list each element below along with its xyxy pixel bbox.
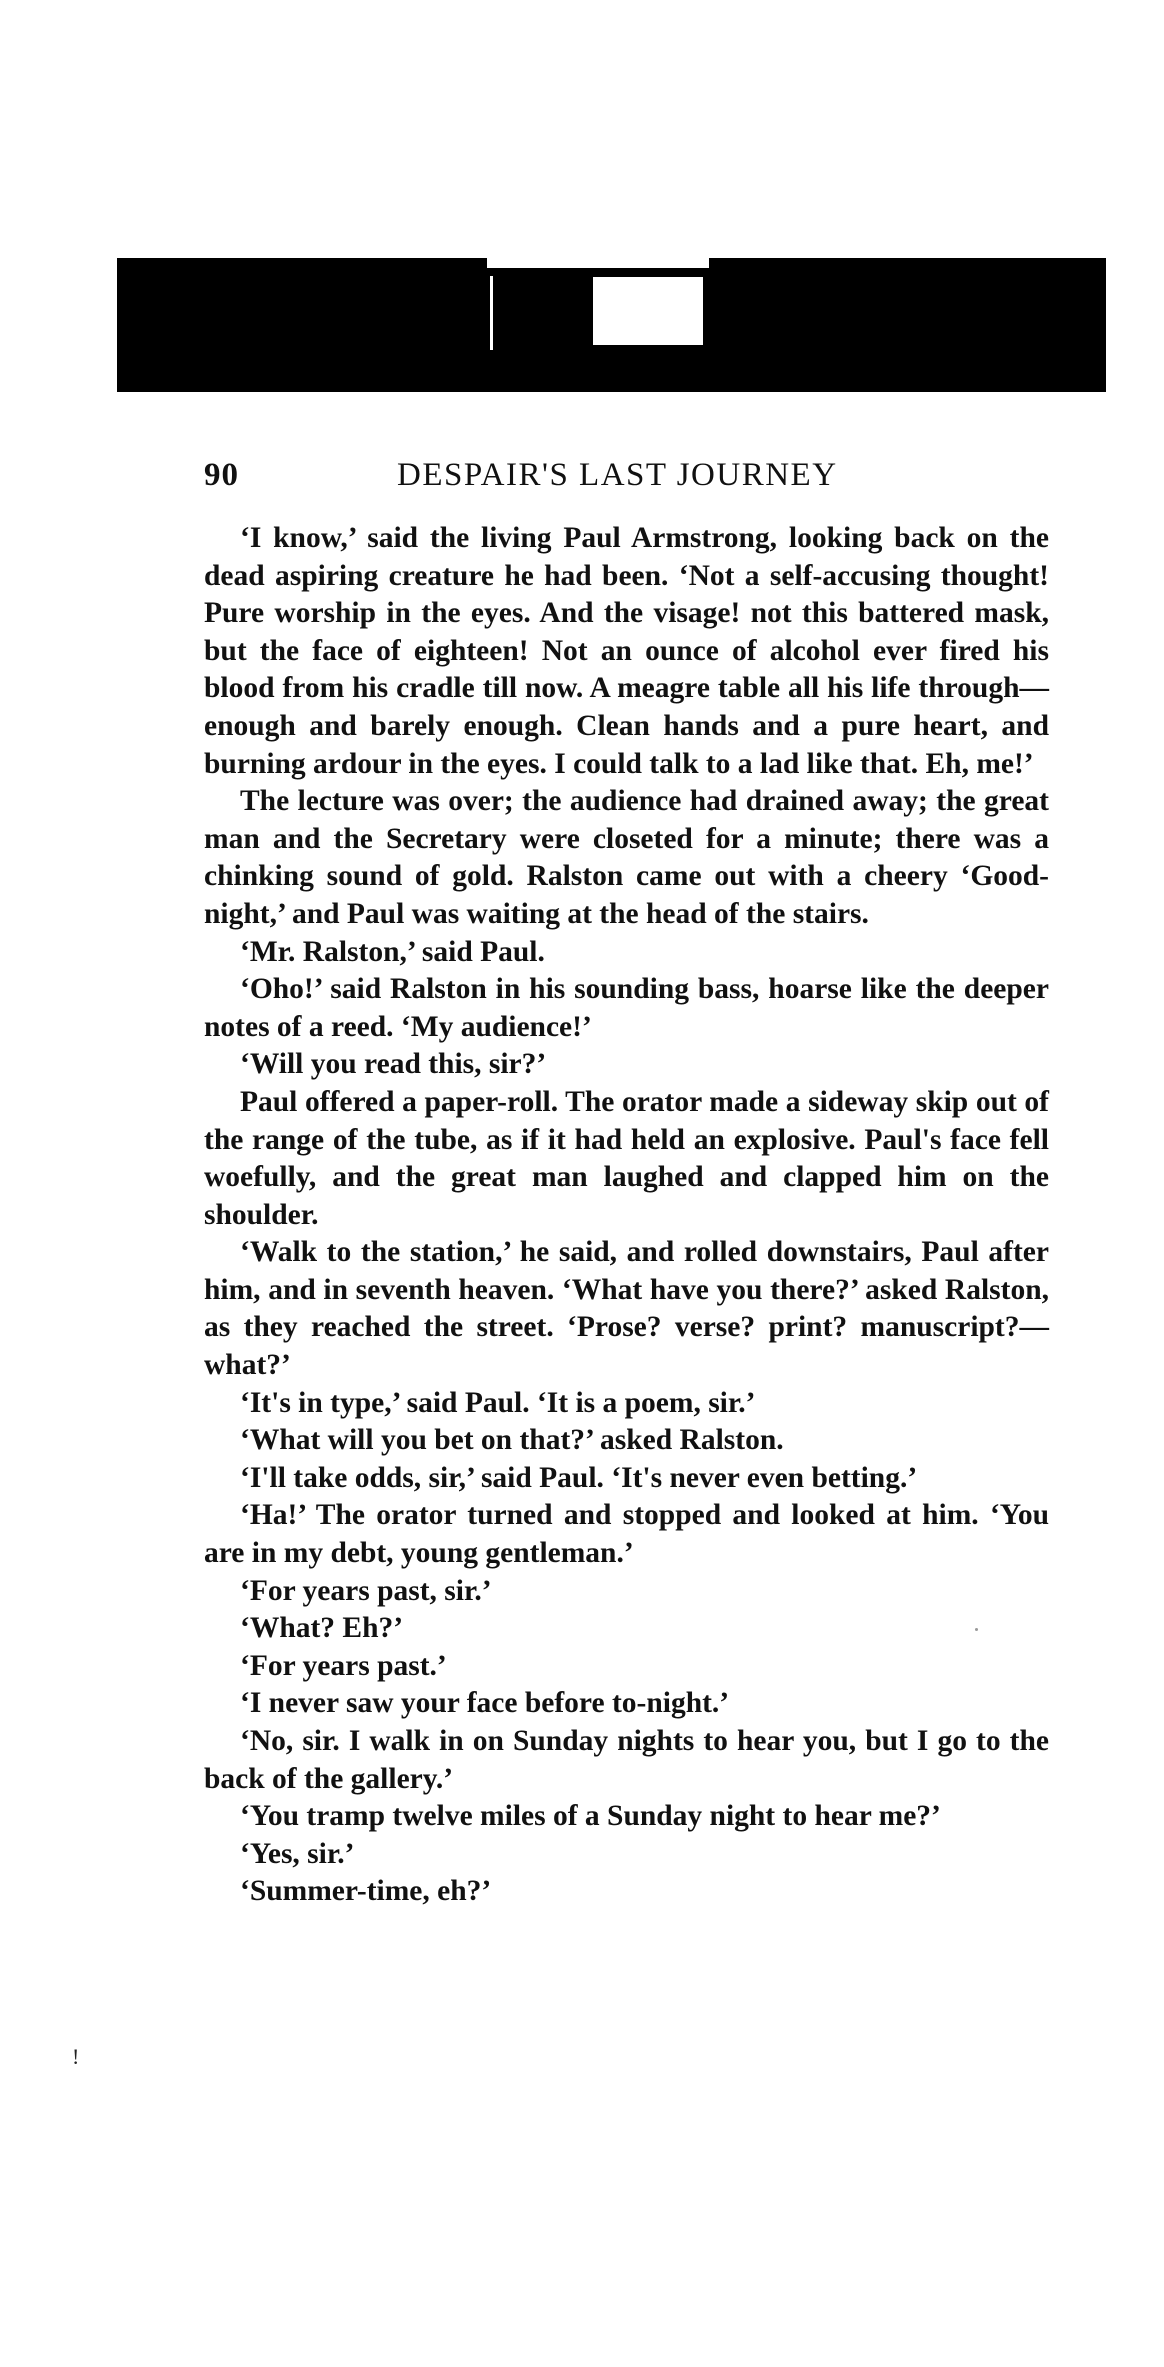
paragraph: ‘I'll take odds, sir,’ said Paul. ‘It's never even betting.’ xyxy=(240,1461,918,1494)
paragraph: ‘You tramp twelve miles of a Sunday night to hear me?’ xyxy=(240,1800,941,1833)
page-number: 90 xyxy=(204,457,239,493)
paragraph: ‘Yes, sir.’ xyxy=(240,1837,355,1870)
paragraph: ‘For years past.’ xyxy=(240,1649,447,1682)
paragraph: ‘No, sir. I walk in on Sunday nights to hear you, but I go to the back of the gallery.’ xyxy=(204,1725,1049,1795)
body-text xyxy=(204,520,1049,1911)
paragraph: ‘Ha!’ The orator turned and stopped and looked at him. ‘You are in my debt, young gentleman.’ xyxy=(204,1499,1049,1570)
paragraph: ‘Will you read this, sir?’ xyxy=(240,1048,547,1081)
paragraph: ‘Walk to the station,’ he said, and rolled downstairs, Paul after him, and in seventh heaven. ‘What have you there?’ asked Ralston, as they reached the street. ‘Prose? verse? print? manuscript?—what?’ xyxy=(204,1236,1049,1382)
scan-notch xyxy=(487,258,709,268)
margin-mark: ! xyxy=(72,2044,80,2069)
paragraph: ‘What will you bet on that?’ asked Ralston. xyxy=(240,1424,784,1457)
scan-speck xyxy=(975,1628,978,1631)
paragraph: ‘For years past, sir.’ xyxy=(240,1574,492,1607)
paragraph: ‘It's in type,’ said Paul. ‘It is a poem, sir.’ xyxy=(240,1386,756,1419)
paragraph: The lecture was over; the audience had drained away; the great man and the Secretary were closeted for a minute; there was a chinking sound of gold. Ralston came out with a cheery ‘Good-night,’ and Paul was waiting at the head of the stairs. xyxy=(204,785,1049,930)
scan-tick xyxy=(490,276,493,350)
running-head xyxy=(204,457,1054,507)
paragraph: ‘Oho!’ said Ralston in his sounding bass, hoarse like the deeper notes of a reed. ‘My audience!’ xyxy=(204,973,1049,1043)
running-title: DESPAIR'S LAST JOURNEY xyxy=(397,457,838,493)
paragraph: ‘Mr. Ralston,’ said Paul. xyxy=(240,935,545,968)
paragraph: ‘I never saw your face before to-night.’ xyxy=(240,1687,730,1720)
scan-black-bar xyxy=(117,258,1106,392)
paragraph: ‘What? Eh?’ xyxy=(240,1612,404,1645)
paragraph: Paul offered a paper-roll. The orator made a sideway skip out of the range of the tube, as if it had held an explosive. Paul's face fell woefully, and the great man laughed and clapped him on the shoulder. xyxy=(204,1085,1049,1231)
scan-white-box xyxy=(593,277,703,345)
paragraph: ‘I know,’ said the living Paul Armstrong, looking back on the dead aspiring creature he had been. ‘Not a self-accusing thought! Pure worship in the eyes. And the visage! not this battered mask, but the face of eighteen! Not an ounce of alcohol ever fired his blood from his cradle till now. A meagre table all his life through—enough and barely enough. Clean hands and a pure heart, and burning ardour in the eyes. I could talk to a lad like that. Eh, me!’ xyxy=(204,522,1049,780)
paragraph: ‘Summer-time, eh?’ xyxy=(240,1875,492,1908)
